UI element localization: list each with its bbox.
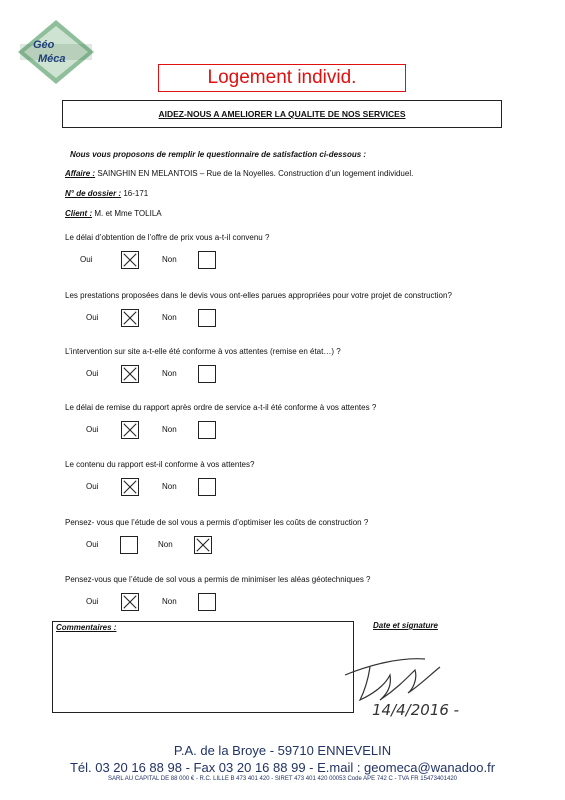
option-no-label: Non xyxy=(162,482,177,491)
checkbox-no[interactable] xyxy=(198,365,216,383)
footer-address: P.A. de la Broye - 59710 ENNEVELIN xyxy=(173,743,392,758)
affaire-value: SAINGHIN EN MELANTOIS – Rue de la Noyelles. Construction d’un logement individuel. xyxy=(95,169,414,178)
company-logo xyxy=(16,18,96,86)
checkbox-yes[interactable] xyxy=(121,309,139,327)
question-text: L’intervention sur site a-t-elle été conforme à vos attentes (remise en état…) ? xyxy=(65,347,341,356)
checkbox-yes[interactable] xyxy=(121,365,139,383)
form-title: AIDEZ-NOUS A AMELIORER LA QUALITE DE NOS SERVICES xyxy=(158,109,406,119)
question-text: Le délai d’obtention de l’offre de prix vous a-t-il convenu ? xyxy=(65,233,270,242)
question-text: Pensez- vous que l’étude de sol vous a permis d’optimiser les coûts de construction ? xyxy=(65,518,369,527)
checkbox-no[interactable] xyxy=(198,309,216,327)
checkbox-yes[interactable] xyxy=(121,593,139,611)
comments-box[interactable] xyxy=(52,621,354,713)
question-text: Le délai de remise du rapport après ordre de service a-t-il été conforme à vos attentes ? xyxy=(65,403,377,412)
option-yes-label: Oui xyxy=(80,255,93,264)
option-yes-label: Oui xyxy=(86,369,99,378)
form-header xyxy=(62,100,502,128)
footer-contact: Tél. 03 20 16 88 98 - Fax 03 20 16 88 99 - E.mail : geomeca@wanadoo.fr xyxy=(69,760,496,775)
option-yes-label: Oui xyxy=(86,540,99,549)
logo-text-geo: Géo xyxy=(33,39,55,51)
dossier-value: 16-171 xyxy=(121,189,149,198)
client-line xyxy=(65,209,162,218)
checkbox-no[interactable] xyxy=(194,536,212,554)
option-no-label: Non xyxy=(162,425,177,434)
footer-legal: SARL AU CAPITAL DE 88 000 € - R.C. LILLE B 473 401 420 - SIRET 473 401 420 00053 Code APE 742 C - TVA FR 15473401420 xyxy=(108,776,457,782)
checkbox-yes[interactable] xyxy=(121,251,139,269)
option-no-label: Non xyxy=(162,255,177,264)
option-no-label: Non xyxy=(162,597,177,606)
option-yes-label: Oui xyxy=(86,597,99,606)
date-signature-label: Date et signature xyxy=(373,621,438,630)
checkbox-no[interactable] xyxy=(198,421,216,439)
option-yes-label: Oui xyxy=(86,482,99,491)
handwritten-date: 14/4/2016 - xyxy=(372,701,460,719)
housing-type-stamp: Logement individ. xyxy=(158,64,406,92)
comments-label: Commentaires : xyxy=(56,623,117,632)
intro-text: Nous vous proposons de remplir le questionnaire de satisfaction ci-dessous : xyxy=(70,150,367,159)
option-yes-label: Oui xyxy=(86,313,99,322)
logo-text-meca: Méca xyxy=(38,53,66,65)
question-text: Pensez-vous que l’étude de sol vous a permis de minimiser les aléas géotechniques ? xyxy=(65,575,371,584)
option-no-label: Non xyxy=(162,313,177,322)
checkbox-yes[interactable] xyxy=(121,478,139,496)
checkbox-yes[interactable] xyxy=(121,421,139,439)
question-text: Le contenu du rapport est-il conforme à vos attentes? xyxy=(65,460,255,469)
option-no-label: Non xyxy=(158,540,173,549)
signature xyxy=(330,645,530,725)
checkbox-yes[interactable] xyxy=(120,536,138,554)
affaire-line xyxy=(65,169,413,178)
checkbox-no[interactable] xyxy=(198,593,216,611)
option-no-label: Non xyxy=(162,369,177,378)
checkbox-no[interactable] xyxy=(198,478,216,496)
option-yes-label: Oui xyxy=(86,425,99,434)
client-label: Client : xyxy=(65,209,93,218)
checkbox-no[interactable] xyxy=(198,251,216,269)
dossier-label: N° de dossier : xyxy=(65,189,122,198)
question-text: Les prestations proposées dans le devis vous ont-elles parues appropriées pour votre projet de construction? xyxy=(65,291,452,300)
affaire-label: Affaire : xyxy=(65,169,96,178)
dossier-line xyxy=(65,189,148,198)
client-value: M. et Mme TOLILA xyxy=(92,209,162,218)
